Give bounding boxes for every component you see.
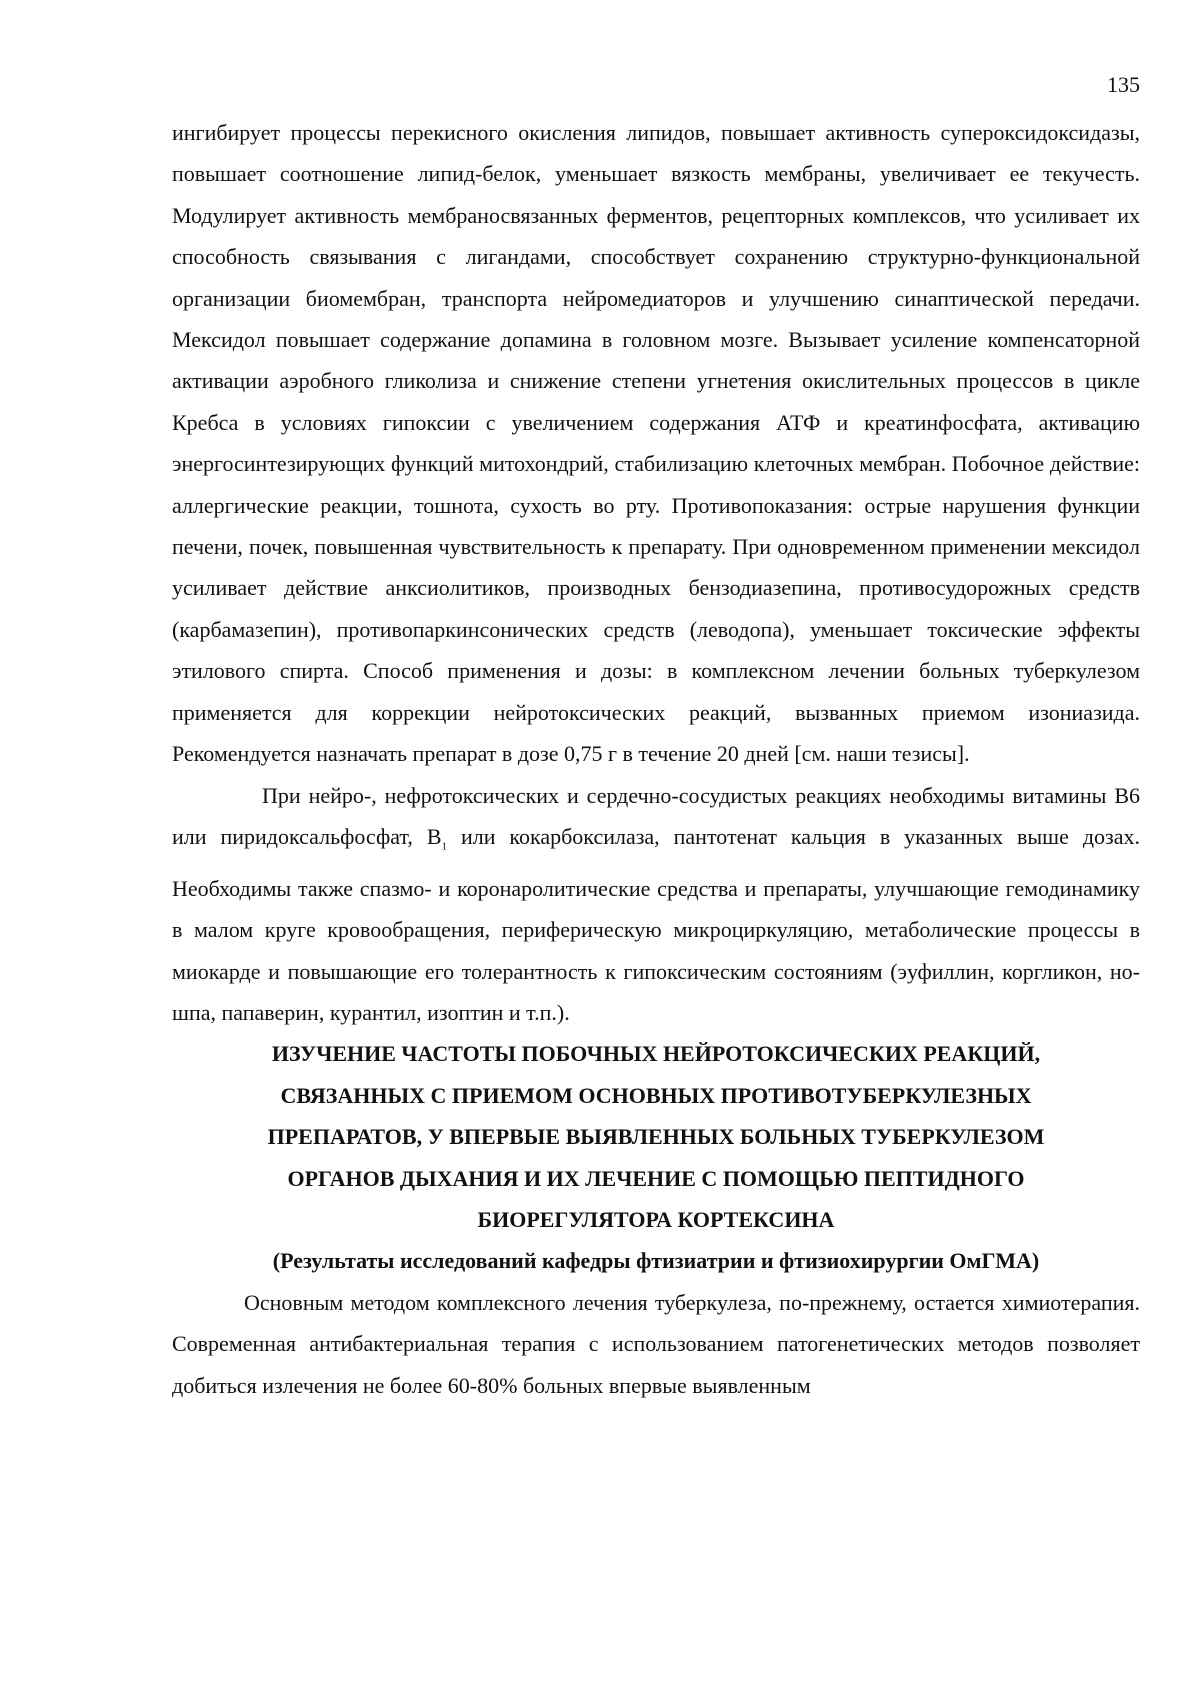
page-content	[172, 112, 1140, 1406]
paragraph-mexidol: ингибирует процессы перекисного окисления липидов, повышает активность супероксидоксидазы, повышает соотношение липид-белок, уменьшает вязкость мембраны, увеличивает ее текучесть. Модулирует активность мембраносвязанных ферментов, рецепторных комплексов, что усиливает их способность связывания с лигандами, способствует сохранению структурно-функциональной организации биомембран, транспорта нейромедиаторов и улучшению синаптической передачи. Мексидол повышает содержание допамина в головном мозге. Вызывает усиление компенсаторной активации аэробного гликолиза и снижение степени угнетения окислительных процессов в цикле Кребса в условиях гипоксии с увеличением содержания АТФ и креатинфосфата, активацию энергосинтезирующих функций митохондрий, стабилизацию клеточных мембран. Побочное действие: аллергические реакции, тошнота, сухость во рту. Противопоказания: острые нарушения функции печени, почек, повышенная чувствительность к препарату. При одновременном применении мексидол усиливает действие анксиолитиков, производных бензодиазепина, противосудорожных средств (карбамазепин), противопаркинсонических средств (леводопа), уменьшает токсические эффекты этилового спирта. Способ применения и дозы: в комплексном лечении больных туберкулезом применяется для коррекции нейротоксических реакций, вызванных приемом изониазида. Рекомендуется назначать препарат в дозе 0,75 г в течение 20 дней [см. наши тезисы].	[172, 120, 1140, 767]
section-title-line-4: ОРГАНОВ ДЫХАНИЯ И ИХ ЛЕЧЕНИЕ С ПОМОЩЬЮ ПЕПТИДНОГО	[287, 1165, 1025, 1191]
subscript-1: 1	[441, 840, 447, 853]
section-title	[172, 1033, 1140, 1240]
paragraph-vitamins	[172, 775, 1140, 1034]
paragraph-vitamins-text-2: или кокарбоксилаза, пантотенат кальция в указанных выше дозах. Необходимы также спазмо- и коронаролитические средства и препараты, улучшающие гемодинамику в малом круге кровообращения, периферическую микроциркуляцию, метаболические процессы в миокарде и повышающие его толерантность к гипоксическим состояниям (эуфиллин, коргликон, но-шпа, папаверин, курантил, изоптин и т.п.).	[172, 823, 1140, 1025]
page-number: 135	[1107, 72, 1140, 97]
section-title-line-2: СВЯЗАННЫХ С ПРИЕМОМ ОСНОВНЫХ ПРОТИВОТУБЕРКУЛЕЗНЫХ	[280, 1082, 1032, 1108]
section-title-line-3: ПРЕПАРАТОВ, У ВПЕРВЫЕ ВЫЯВЛЕННЫХ БОЛЬНЫХ ТУБЕРКУЛЕЗОМ	[267, 1124, 1045, 1150]
section-title-line-1: ИЗУЧЕНИЕ ЧАСТОТЫ ПОБОЧНЫХ НЕЙРОТОКСИЧЕСКИХ РЕАКЦИЙ,	[271, 1041, 1041, 1067]
paragraph-chemotherapy: Основным методом комплексного лечения туберкулеза, по-прежнему, остается химиотерапия. Современная антибактериальная терапия с использованием патогенетических методов позволяет добиться излечения не более 60-80% больных впервые выявленным	[172, 1289, 1140, 1398]
paragraph-vitamins-text-1: При нейро-, нефротоксических и сердечно-сосудистых реакциях необходимы витамины В6 или пиридоксальфосфат, В	[172, 782, 1140, 849]
section-title-line-5: БИОРЕГУЛЯТОРА КОРТЕКСИНА	[477, 1206, 835, 1232]
section-subtitle: (Результаты исследований кафедры фтизиатрии и фтизиохирургии ОмГМА)	[272, 1248, 1040, 1274]
